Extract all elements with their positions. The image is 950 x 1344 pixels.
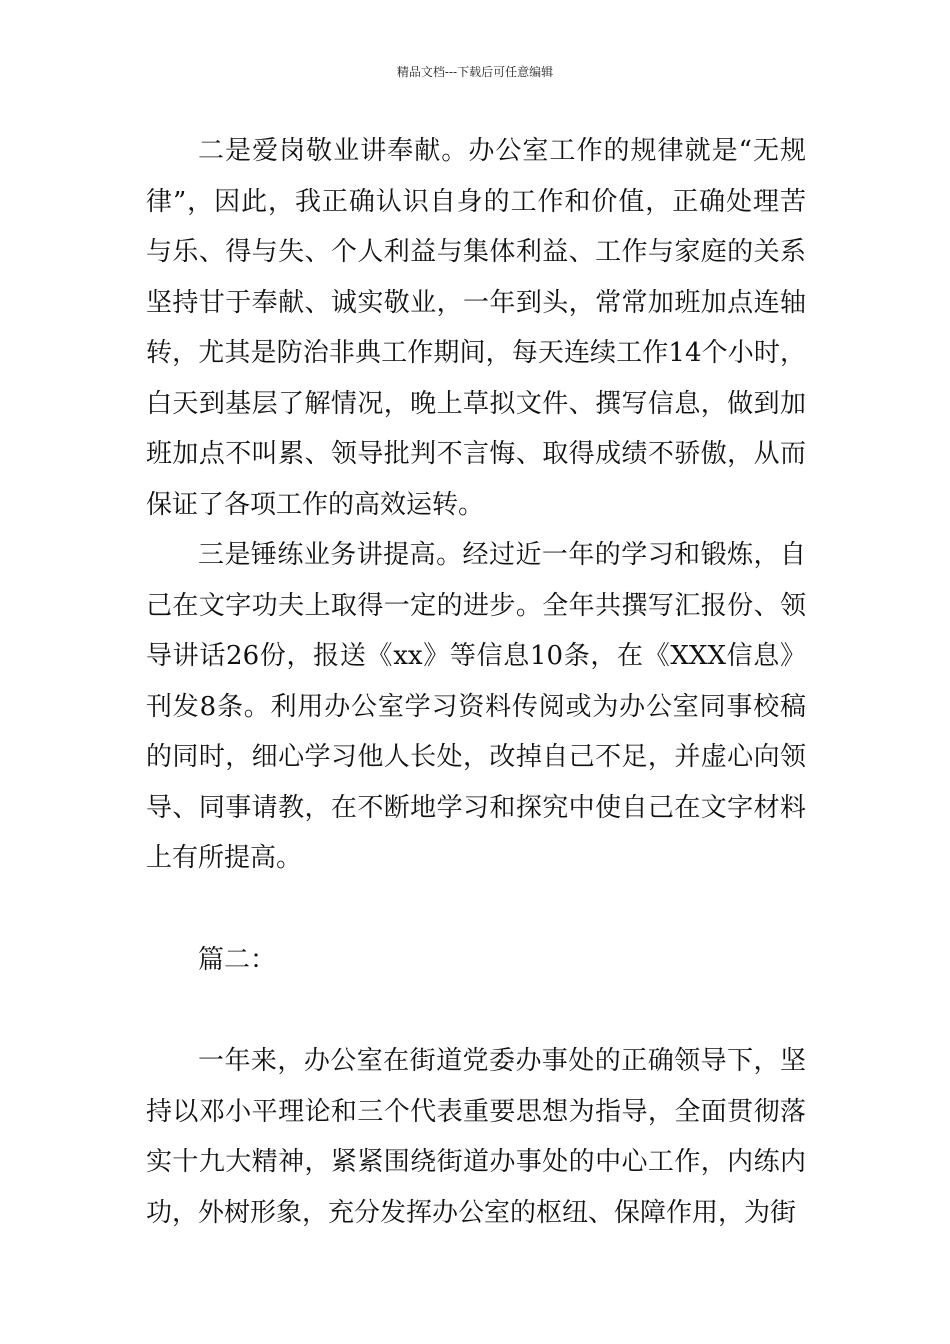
spacer (146, 985, 806, 1036)
paragraph-improvement: 三是锤练业务讲提高。经过近一年的学习和锻炼，自己在文字功夫上取得一定的进步。全年共撰写汇报份、领导讲话26份，报送《xx》等信息10条，在《XXX信息》刊发8条。利用办公室学习资料传阅或为办公室同事校稿的同时，细心学习他人长处，改掉自己不足，并虚心向领导、同事请教，在不断地学习和探究中使自己在文字材料上有所提高。 (146, 540, 806, 873)
spacer (146, 884, 806, 935)
document-body (146, 126, 806, 1238)
section-title: 篇二： (198, 944, 277, 975)
paragraph-section-two-intro: 一年来，办公室在街道党委办事处的正确领导下，坚持以邓小平理论和三个代表重要思想为指导，全面贯彻落实十九大精神，紧紧围绕街道办事处的中心工作，内练内功，外树形象，充分发挥办公室的枢纽、保障作用，为街 (146, 1046, 806, 1228)
page-header: 精品文档---下载后可任意编辑 (396, 65, 554, 79)
paragraph-dedication: 二是爱岗敬业讲奉献。办公室工作的规律就是“无规律”，因此，我正确认识自身的工作和价值，正确处理苦与乐、得与失、个人利益与集体利益、工作与家庭的关系坚持甘于奉献、诚实敬业，一年到头，常常加班加点连轴转，尤其是防治非典工作期间，每天连续工作14个小时，白天到基层了解情况，晚上草拟文件、撰写信息，做到加班加点不叫累、领导批判不言悔、取得成绩不骄傲，从而保证了各项工作的高效运转。 (146, 136, 806, 520)
